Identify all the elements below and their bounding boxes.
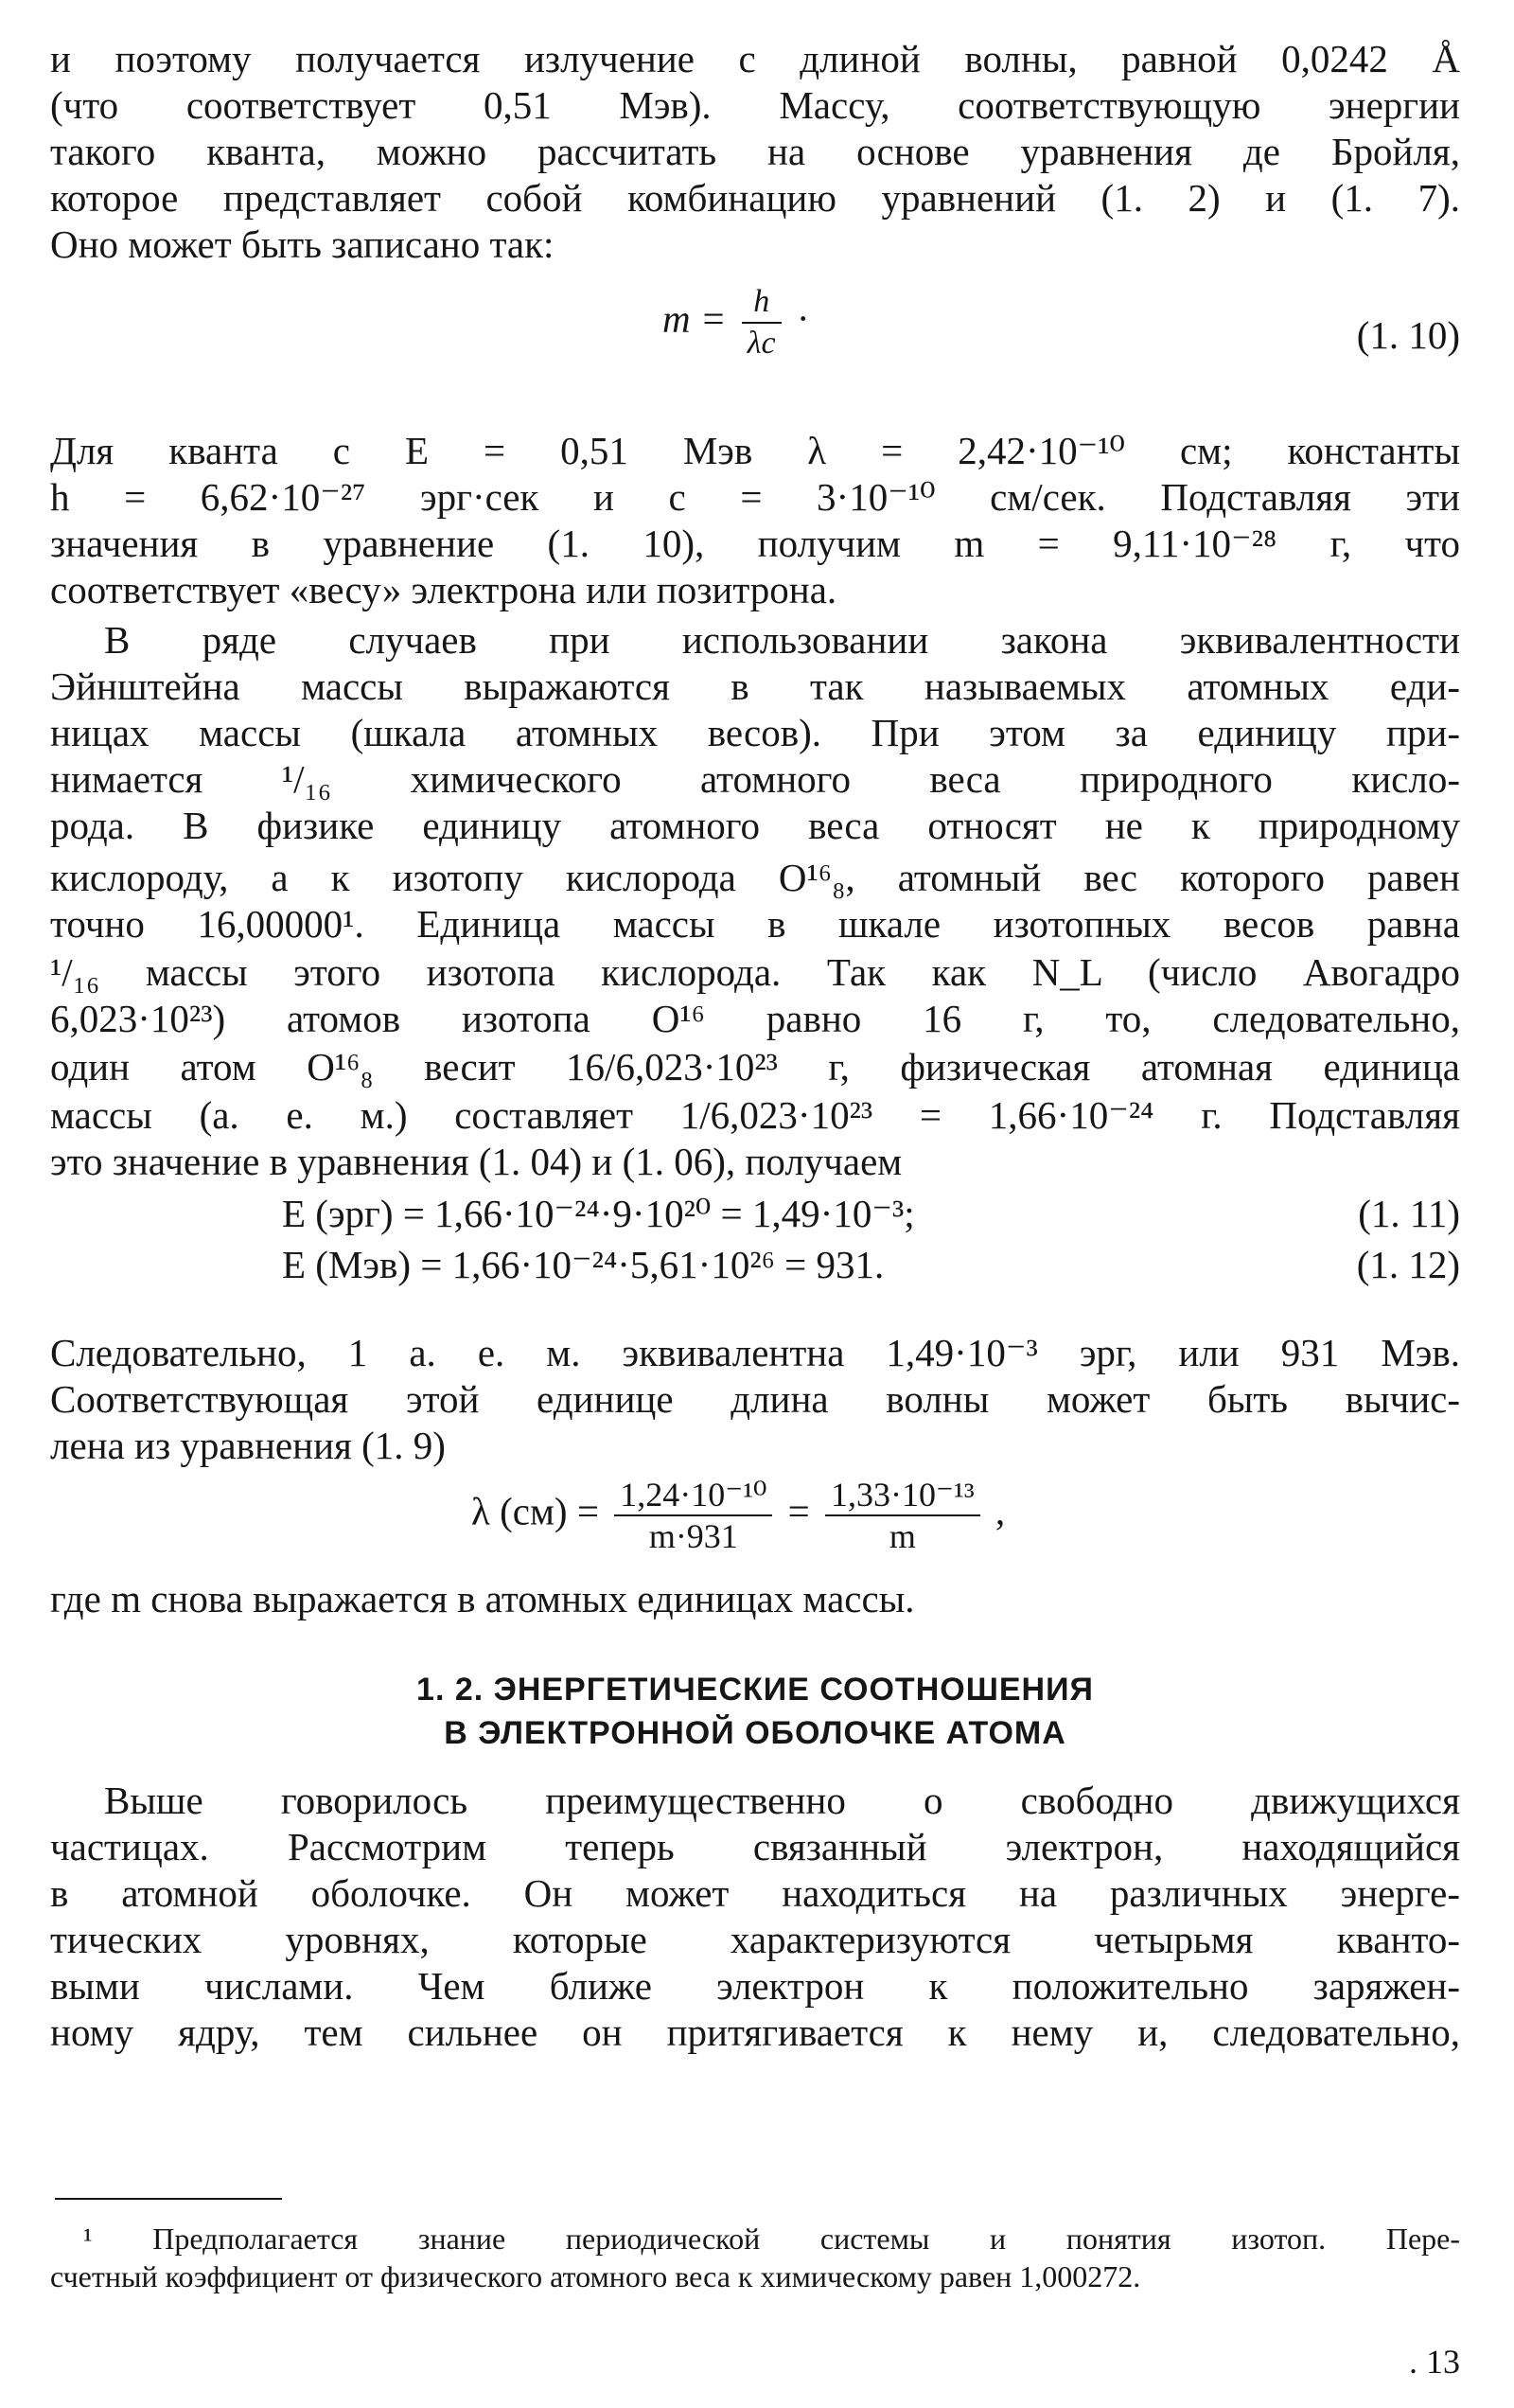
text-line: ницах массы (шкала атомных весов). При этом за единицу при- xyxy=(50,711,1460,754)
text-line: В ряде случаев при использовании закона эквивалентности xyxy=(104,618,1460,662)
text-line: кислороду, а к изотопу кислорода O¹⁶₈, атомный вес которого равен xyxy=(50,856,1460,899)
eq-equals: = xyxy=(787,1489,810,1533)
text-line: лена из уравнения (1. 9) xyxy=(50,1424,446,1467)
text-line: где m снова выражается в атомных единицах массы. xyxy=(50,1577,915,1620)
text-line: частицах. Рассмотрим теперь связанный электрон, находящийся xyxy=(50,1825,1460,1868)
text-line: массы (а. е. м.) составляет 1/6,023·10²³ = 1,66·10⁻²⁴ г. Подставляя xyxy=(50,1093,1460,1137)
text-line: нимается ¹/₁₆ химического атомного веса природного кисло- xyxy=(50,757,1460,801)
section-heading: В ЭЛЕКТРОННОЙ ОБОЛОЧКЕ АТОМА xyxy=(444,1715,1066,1751)
text-line: ному ядру, тем сильнее он притягивается к нему и, следовательно, xyxy=(50,2010,1460,2054)
footnote-line: счетный коэффициент от физического атомного веса к химическому равен 1,000272. xyxy=(50,2259,1141,2293)
text-line: и поэтому получается излучение с длиной волны, равной 0,0242 Å xyxy=(50,37,1460,80)
page-number: . 13 xyxy=(1409,2343,1460,2381)
text-line: Следовательно, 1 а. е. м. эквивалентна 1,49·10⁻³ эрг, или 931 Мэв. xyxy=(50,1331,1460,1374)
text-line: значения в уравнение (1. 10), получим m = 9,11·10⁻²⁸ г, что xyxy=(50,522,1460,565)
fraction-denominator: m·931 xyxy=(614,1514,772,1554)
text-line: соответствует «весу» электрона или позитрона. xyxy=(50,568,837,611)
equation-number: (1. 12) xyxy=(1356,1243,1460,1286)
footnote-line: ¹ Предполагается знание периодической системы и понятия изотоп. Пере- xyxy=(83,2222,1460,2256)
equation-lambda xyxy=(471,1477,1005,1554)
fraction xyxy=(614,1477,772,1554)
text-line: такого кванта, можно рассчитать на основе уравнения де Бройля, xyxy=(50,130,1460,173)
fraction-denominator: λc xyxy=(747,326,776,361)
fraction-numerator: 1,24·10⁻¹⁰ xyxy=(620,1476,767,1514)
text-line: это значение в уравнения (1. 04) и (1. 06), получаем xyxy=(50,1140,903,1183)
fraction-denominator: m xyxy=(825,1514,980,1554)
equation-1-11: E (эрг) = 1,66·10⁻²⁴·9·10²⁰ = 1,49·10⁻³; xyxy=(282,1192,915,1235)
eq-tail: · xyxy=(796,296,810,341)
text-line: Для кванта с E = 0,51 Мэв λ = 2,42·10⁻¹⁰ см; константы xyxy=(50,429,1460,472)
equation-1-10 xyxy=(662,284,810,362)
equation-number: (1. 11) xyxy=(1358,1192,1460,1235)
text-line: h = 6,62·10⁻²⁷ эрг·сек и c = 3·10⁻¹⁰ см/сек. Подставляя эти xyxy=(50,475,1460,519)
text-line: Соответствующая этой единице длина волны может быть вычис- xyxy=(50,1377,1460,1421)
fraction xyxy=(825,1477,980,1554)
fraction-numerator: 1,33·10⁻¹³ xyxy=(831,1476,975,1514)
eq-lhs: λ (см) = xyxy=(471,1489,599,1533)
equation-1-12: E (Мэв) = 1,66·10⁻²⁴·5,61·10²⁶ = 931. xyxy=(282,1243,885,1286)
text-line: Оно может быть записано так: xyxy=(50,222,555,266)
text-line: в атомной оболочке. Он может находиться на различных энерге- xyxy=(50,1871,1460,1915)
equation-number: (1. 10) xyxy=(1356,313,1460,357)
text-line: (что соответствует 0,51 Мэв). Массу, соответствующую энергии xyxy=(50,83,1460,127)
fraction xyxy=(742,284,782,362)
text-line: 6,023·10²³) атомов изотопа O¹⁶ равно 16 г, то, следовательно, xyxy=(50,997,1460,1040)
text-line: один атом O¹⁶₈ весит 16/6,023·10²³ г, физическая атомная единица xyxy=(50,1045,1460,1089)
text-line: тических уровнях, которые характеризуются четырьмя кванто- xyxy=(50,1918,1460,1961)
footnote-rule xyxy=(55,2198,282,2200)
section-heading: 1. 2. ЭНЕРГЕТИЧЕСКИЕ СООТНОШЕНИЯ xyxy=(416,1672,1094,1708)
text-line: Эйнштейна массы выражаются в так называемых атомных еди- xyxy=(50,664,1460,708)
text-line: Выше говорилось преимущественно о свободно движущихся xyxy=(104,1779,1460,1822)
text-line: точно 16,00000¹. Единица массы в шкале изотопных весов равна xyxy=(50,902,1460,946)
text-line: выми числами. Чем ближе электрон к положительно заряжен- xyxy=(50,1964,1460,2008)
eq-tail: , xyxy=(995,1489,1006,1533)
text-line: ¹/₁₆ массы этого изотопа кислорода. Так как N_L (число Авогадро xyxy=(50,950,1460,994)
fraction-numerator: h xyxy=(753,284,770,319)
text-line: рода. В физике единицу атомного веса относят не к природному xyxy=(50,804,1460,847)
eq-lhs: m = xyxy=(662,296,727,341)
text-line: которое представляет собой комбинацию уравнений (1. 2) и (1. 7). xyxy=(50,176,1460,220)
